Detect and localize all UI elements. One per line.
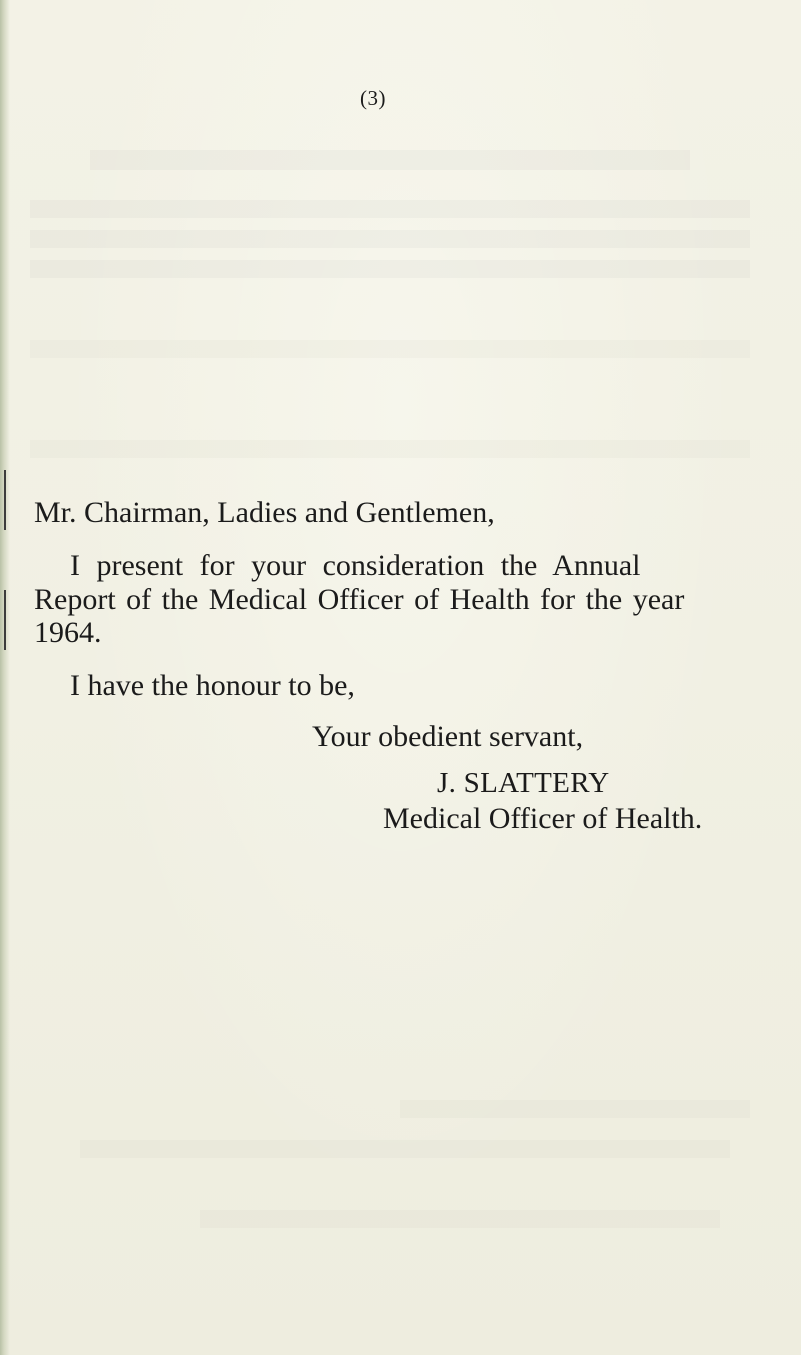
show-through-shadow xyxy=(80,1140,730,1158)
show-through-shadow xyxy=(30,260,750,278)
page-number: (3) xyxy=(360,86,386,110)
honour-line: I have the honour to be, xyxy=(70,669,355,702)
show-through-shadow xyxy=(200,1210,720,1228)
show-through-shadow xyxy=(30,200,750,218)
closing-line: Your obedient servant, xyxy=(312,720,584,753)
body-text-line: Report of the Medical Officer of Health for the year xyxy=(34,583,685,616)
edge-mark xyxy=(4,470,6,530)
page-binding-edge xyxy=(0,0,10,1355)
body-text-line: 1964. xyxy=(34,616,102,649)
show-through-shadow xyxy=(30,440,750,458)
show-through-shadow xyxy=(30,340,750,358)
signature-title: Medical Officer of Health. xyxy=(383,802,703,835)
signature-name: J. SLATTERY xyxy=(437,767,610,799)
show-through-shadow xyxy=(30,230,750,248)
salutation: Mr. Chairman, Ladies and Gentlemen, xyxy=(34,496,495,529)
show-through-shadow xyxy=(90,150,690,170)
body-text-line: I present for your consideration the Annual xyxy=(70,549,641,582)
edge-mark xyxy=(4,590,6,650)
show-through-shadow xyxy=(400,1100,750,1118)
